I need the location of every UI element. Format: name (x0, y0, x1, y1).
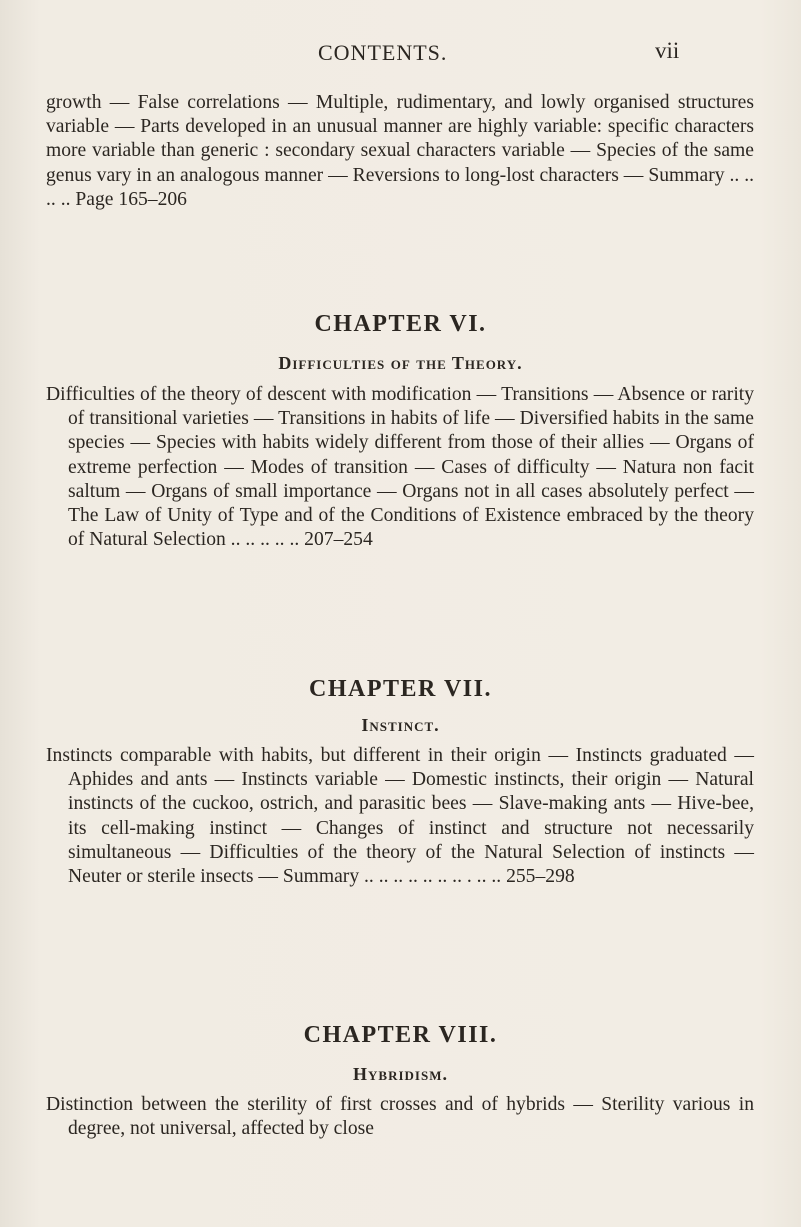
chapter-summary (46, 383, 754, 552)
chapter-heading: CHAPTER VI. (314, 311, 487, 337)
running-head (0, 22, 801, 65)
chapter-summary-text: Distinction between the sterility of first crosses and of hybrids — Sterility various in degree, not universal, affected by close (46, 1094, 754, 1140)
chapter-heading: CHAPTER VIII. (303, 1022, 498, 1048)
page-number: vii (655, 38, 680, 63)
chapter-subtitle: Instinct. (361, 715, 440, 735)
chapter-subtitle: Difficulties of the Theory. (278, 353, 523, 373)
chapter-summary (46, 744, 754, 889)
continued-summary (46, 91, 754, 212)
chapter-summary-text: Difficulties of the theory of descent with modification — Transitions — Absence or rarity of transitional varieties — Transitions in habits of life — Diversified habits in the same species — Species with habits widely different from those of their allies — Organs of extreme perfection — Modes of transition — Cases of difficulty — Natura non facit saltum — Organs of small importance — Organs not in all cases absolutely perfect — The Law of Unity of Type and of the Conditions of Existence embraced by the theory of Natural Selection .. .. .. .. .. (46, 384, 754, 551)
chapter-subtitle: Hybridism. (353, 1064, 448, 1084)
chapter-summary-text: Instincts comparable with habits, but different in their origin — Instincts graduated — Aphides and ants — Instincts variable — Domestic instincts, their origin — Natural instincts of the cuckoo, ostrich, and parasitic bees — Slave-making ants — Hive-bee, its cell-making instinct — Changes of instinct and structure not necessarily simultaneous — Difficulties of the theory of the Natural Selection of instincts — Neuter or sterile insects — Summary .. .. .. .. .. .. .. . .. .. (46, 745, 754, 888)
chapter-summary (46, 1093, 754, 1141)
page-range: Page 165–206 (75, 188, 187, 210)
continued-summary-text: growth — False correlations — Multiple, rudimentary, and lowly organised structures variable — Parts developed in an unusual manner are highly variable: specific characters more variable than generic : secondary sexual characters variable — Species of the same genus vary in an analogous manner — Reversions to long-lost characters — Summary .. .. .. .. (46, 92, 754, 210)
page-range: 255–298 (506, 866, 575, 888)
chapter-heading: CHAPTER VII. (309, 676, 492, 702)
page-range: 207–254 (304, 529, 373, 551)
running-head-title: CONTENTS. (318, 40, 448, 65)
